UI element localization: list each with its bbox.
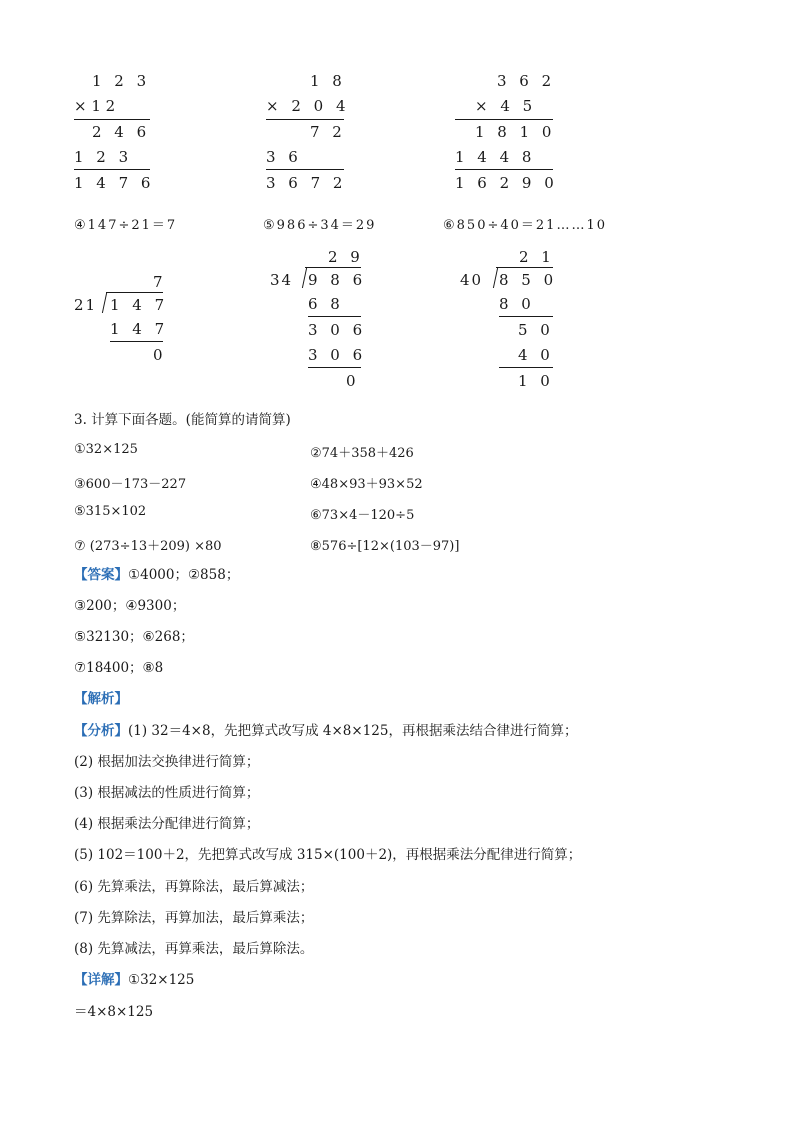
div3-step2: 5 0 xyxy=(518,321,552,339)
div2-quotient: 2 9 xyxy=(328,248,362,266)
div2-step2: 3 0 6 xyxy=(308,321,365,339)
answer-line-1: 【答案】①4000；②858； xyxy=(74,567,240,583)
div1-remainder: 0 xyxy=(153,346,165,364)
mult1-line1 xyxy=(74,119,150,120)
div2-line2 xyxy=(308,367,361,368)
division-label-4: ④147÷21＝7 xyxy=(74,218,178,233)
analysis-line-4: (4) 根据乘法分配律进行简算； xyxy=(74,816,260,832)
mult2-line2 xyxy=(266,169,344,170)
div2-dividend: 9 8 6 xyxy=(308,271,365,289)
div3-bracket xyxy=(493,268,498,288)
mult2-row3: 7 2 xyxy=(310,123,344,141)
div2-divisor: 34 xyxy=(270,271,294,289)
division-label-5: ⑤986÷34＝29 xyxy=(263,218,377,233)
div2-line1 xyxy=(308,316,361,317)
problem-6: ⑥73×4－120÷5 xyxy=(310,508,415,523)
problem-8: ⑧576÷[12×(103－97)] xyxy=(310,539,460,554)
div3-dividend: 8 5 0 xyxy=(499,271,556,289)
div3-remainder: 1 0 xyxy=(518,372,552,390)
div1-divisor: 21 xyxy=(74,296,98,314)
answer-line-2: ③200；④9300； xyxy=(74,598,186,614)
div1-line1 xyxy=(110,341,163,342)
mult3-row4: 1 4 4 8 xyxy=(455,148,534,166)
mult3-row2: × 4 5 xyxy=(475,97,535,115)
mult1-line2 xyxy=(74,169,150,170)
mult3-line1 xyxy=(455,119,553,120)
mult1-row1: 1 2 3 xyxy=(92,72,149,90)
mult2-row1: 1 8 xyxy=(310,72,344,90)
div3-step3: 4 0 xyxy=(518,346,552,364)
div3-step1: 8 0 xyxy=(499,295,533,313)
div2-step3: 3 0 6 xyxy=(308,346,365,364)
div2-step1: 6 8 xyxy=(308,295,342,313)
fenxi-tag: 【分析】 xyxy=(74,723,128,739)
analysis-line-2: (2) 根据加法交换律进行简算； xyxy=(74,754,260,770)
answer-line-4: ⑦18400；⑧8 xyxy=(74,660,164,676)
div1-dividend: 1 4 7 xyxy=(110,296,167,314)
mult3-row3: 1 8 1 0 xyxy=(475,123,554,141)
mult2-row2: × 2 0 4 xyxy=(266,97,348,115)
mult1-row2: × 1 2 xyxy=(74,97,116,115)
problem-7: ⑦ (273÷13＋209) ×80 xyxy=(74,539,222,554)
problem-3: ③600－173－227 xyxy=(74,477,187,492)
mult1-row4: 1 2 3 xyxy=(74,148,131,166)
mult2-row4: 3 6 xyxy=(266,148,300,166)
analysis-line-5: (5) 102＝100＋2，先把算式改写成 315×(100＋2)，再根据乘法分配律进行简算； xyxy=(74,847,582,863)
div3-line2 xyxy=(499,367,553,368)
division-label-6: ⑥850÷40＝21……10 xyxy=(443,218,607,233)
div3-bar xyxy=(496,267,553,268)
problem-4: ④48×93＋93×52 xyxy=(310,477,423,492)
div3-line1 xyxy=(499,316,553,317)
div2-remainder: 0 xyxy=(346,372,358,390)
section3-heading: 3. 计算下面各题。(能简算的请简算) xyxy=(74,412,291,428)
problem-2: ②74＋358＋426 xyxy=(310,446,414,461)
mult2-row5: 3 6 7 2 xyxy=(266,174,345,192)
detail-line-2: ＝4×8×125 xyxy=(74,1004,154,1020)
detail-line-1: 【详解】①32×125 xyxy=(74,972,195,988)
mult1-row5: 1 4 7 6 xyxy=(74,174,153,192)
mult1-row3: 2 4 6 xyxy=(92,123,149,141)
div2-bar xyxy=(305,267,361,268)
analysis-line-8: (8) 先算减法，再算乘法，最后算除法。 xyxy=(74,941,314,957)
div1-bracket xyxy=(102,293,107,313)
analysis-line-7: (7) 先算除法，再算加法，最后算乘法； xyxy=(74,910,314,926)
analysis-line-3: (3) 根据减法的性质进行简算； xyxy=(74,785,260,801)
problem-1: ①32×125 xyxy=(74,442,138,457)
div3-divisor: 40 xyxy=(460,271,484,289)
detail-tag: 【详解】 xyxy=(74,972,128,988)
div1-step1: 1 4 7 xyxy=(110,320,167,338)
div2-bracket xyxy=(302,268,307,288)
mult3-row5: 1 6 2 9 0 xyxy=(455,174,556,192)
div1-bar xyxy=(106,292,163,293)
analysis-line-6: (6) 先算乘法，再算除法，最后算减法； xyxy=(74,879,314,895)
div3-quotient: 2 1 xyxy=(519,248,553,266)
mult2-line1 xyxy=(266,119,344,120)
div1-quotient: 7 xyxy=(153,273,165,291)
analysis-heading: 【解析】 xyxy=(74,691,128,707)
mult3-line2 xyxy=(455,169,553,170)
answer-line-3: ⑤32130；⑥268； xyxy=(74,629,194,645)
answer-tag: 【答案】 xyxy=(74,567,128,583)
problem-5: ⑤315×102 xyxy=(74,504,147,519)
mult3-row1: 3 6 2 xyxy=(497,72,554,90)
analysis-line-1: 【分析】(1) 32＝4×8，先把算式改写成 4×8×125，再根据乘法结合律进行简算； xyxy=(74,723,578,739)
